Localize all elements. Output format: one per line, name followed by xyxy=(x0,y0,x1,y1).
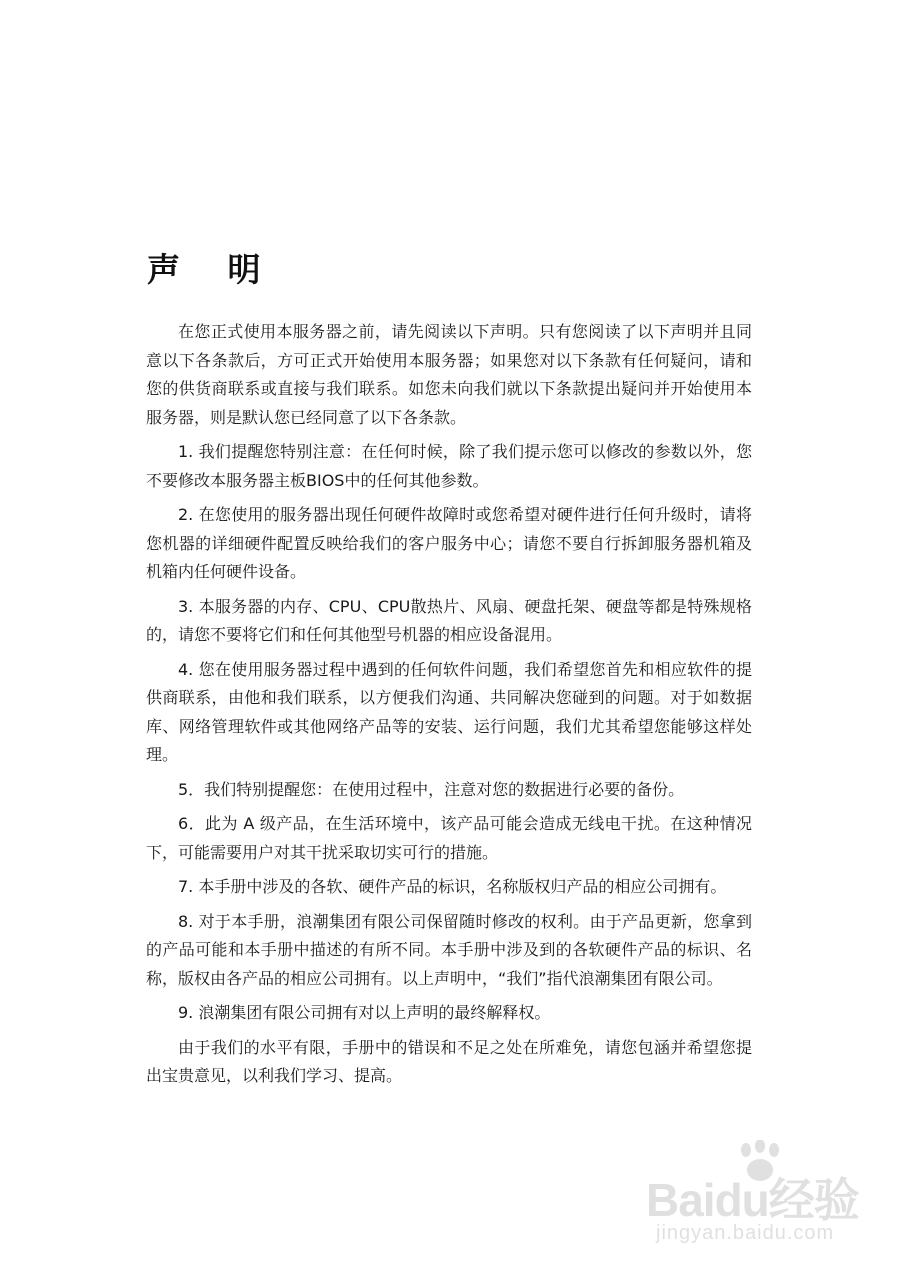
clause-4: 4. 您在使用服务器过程中遇到的任何软件问题，我们希望您首先和相应软件的提供商联系，由他和我们联系，以方便我们沟通、共同解决您碰到的问题。对于如数据库、网络管理软件或其他网络产品等的安装、运行问题，我们尤其希望您能够这样处理。 xyxy=(146,659,752,764)
watermark-brand: Baidu经验 xyxy=(646,1174,859,1226)
clause-7: 7. 本手册中涉及的各软、硬件产品的标识，名称版权归产品的相应公司拥有。 xyxy=(178,877,727,896)
statement-body xyxy=(146,318,752,1097)
clause-2: 2. 在您使用的服务器出现任何硬件故障时或您希望对硬件进行任何升级时，请将您机器的详细硬件配置反映给我们的客户服务中心；请您不要自行拆卸服务器机箱及机箱内任何硬件设备。 xyxy=(146,505,752,581)
clause-5: 5．我们特别提醒您：在使用过程中，注意对您的数据进行必要的备份。 xyxy=(178,779,685,799)
clause-3: 3. 本服务器的内存、CPU、CPU散热片、风扇、硬盘托架、硬盘等都是特殊规格的，请您不要将它们和任何其他型号机器的相应设备混用。 xyxy=(146,596,752,644)
baidu-jingyan-watermark xyxy=(642,1140,862,1260)
clause-8: 8. 对于本手册，浪潮集团有限公司保留随时修改的权利。由于产品更新，您拿到的产品可能和本手册中描述的有所不同。本手册中涉及到的各软硬件产品的标识、名称，版权由各产品的相应公司拥有。以上声明中，“我们”指代浪潮集团有限公司。 xyxy=(146,911,752,988)
clause-9: 9. 浪潮集团有限公司拥有对以上声明的最终解释权。 xyxy=(178,1003,551,1022)
intro-paragraph: 在您正式使用本服务器之前，请先阅读以下声明。只有您阅读了以下声明并且同意以下各条款后，方可正式开始使用本服务器；如果您对以下条款有任何疑问，请和您的供货商联系或直接与我们联系。如您未向我们就以下条款提出疑问并开始使用本服务器，则是默认您已经同意了以下各条款。 xyxy=(146,322,752,427)
page-title: 声 明 xyxy=(147,250,279,289)
clause-6: 6．此为 A 级产品，在生活环境中，该产品可能会造成无线电干扰。在这种情况下，可能需要用户对其干扰采取切实可行的措施。 xyxy=(146,814,752,862)
watermark-url: jingyan.baidu.com xyxy=(656,1222,835,1244)
closing-paragraph: 由于我们的水平有限，手册中的错误和不足之处在所难免，请您包涵并希望您提出宝贵意见，以利我们学习、提高。 xyxy=(146,1037,752,1085)
clause-1: 1. 我们提醒您特别注意：在任何时候，除了我们提示您可以修改的参数以外，您不要修改本服务器主板BIOS中的任何其他参数。 xyxy=(146,442,752,490)
